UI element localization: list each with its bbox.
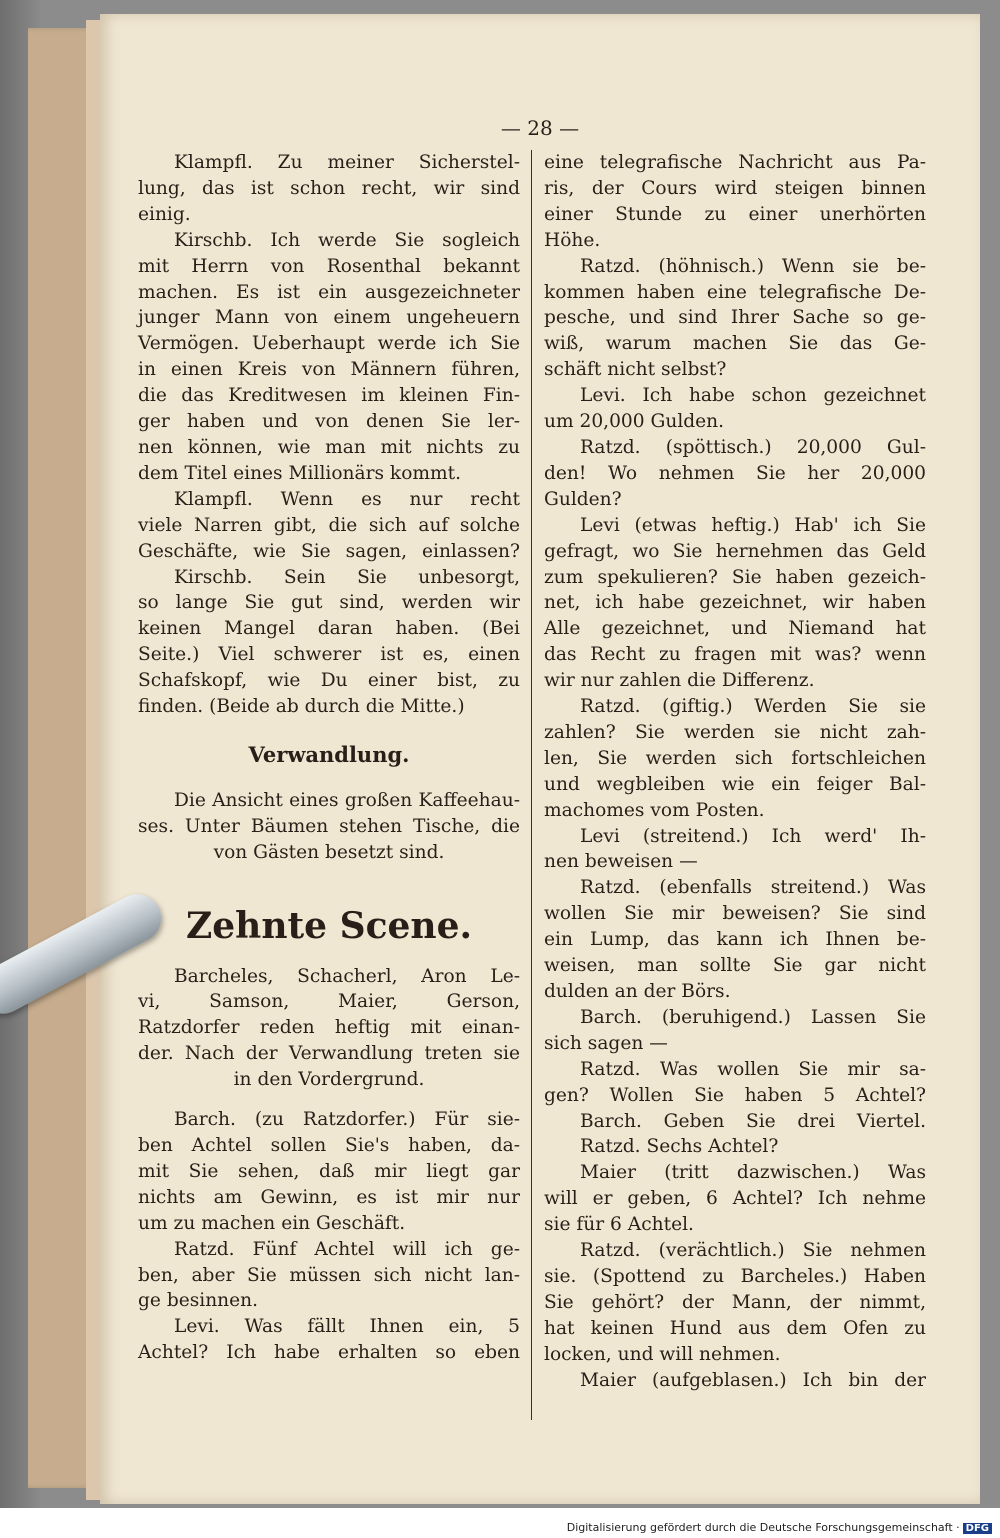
text-line: die das Kreditwesen im kleinen Fin- (138, 385, 520, 407)
text-line: zum spekulieren? Sie haben gezeich- (544, 566, 926, 588)
text-line: locken, und will nehmen. (544, 1343, 781, 1365)
text-line: Schafskopf, wie Du einer bist, zu (138, 670, 520, 692)
text-line: eine telegrafische Nachricht aus Pa- (544, 152, 926, 173)
text-line: Klampfl. Wenn es nur recht (174, 488, 520, 510)
text-line: ses. Unter Bäumen stehen Tische, die (138, 815, 520, 837)
footer-credit (567, 1521, 992, 1534)
page-number: — 28 — (500, 116, 580, 140)
footer-text: Digitalisierung gefördert durch die Deutsche Forschungsgemeinschaft · (566, 1521, 960, 1534)
text-line: und wegbleiben wie ein feiger Bal- (544, 773, 926, 795)
text-line: Ratzd. (giftig.) Werden Sie sie (580, 696, 926, 718)
text-line: in den Vordergrund. (233, 1069, 425, 1091)
text-line: sich sagen — (544, 1032, 668, 1054)
text-line: Levi (etwas heftig.) Hab' ich Sie (580, 514, 926, 536)
text-line: Levi. Was fällt Ihnen ein, 5 (174, 1316, 520, 1338)
text-line: das Recht zu fragen mit was? wenn (544, 644, 926, 666)
text-line: Gulden? (544, 488, 622, 510)
text-line: ris, der Cours wird steigen binnen (544, 177, 926, 199)
text-line: pesche, und sind Ihrer Sache so ge- (544, 307, 926, 329)
text-line: von Gästen besetzt sind. (213, 841, 445, 863)
text-line: der. Nach der Verwandlung treten sie (138, 1043, 520, 1065)
text-line: um zu machen ein Geschäft. (138, 1212, 406, 1234)
text-line: um 20,000 Gulden. (544, 411, 725, 433)
text-line: Kirschb. Ich werde Sie sogleich (174, 229, 520, 251)
text-line: wiß, warum machen Sie das Ge- (544, 333, 926, 355)
text-line: Ratzd. Fünf Achtel will ich ge- (174, 1238, 520, 1260)
text-line: Kirschb. Sein Sie unbesorgt, (174, 566, 520, 588)
text-line: Höhe. (544, 229, 601, 251)
text-line: Barch. (beruhigend.) Lassen Sie (580, 1006, 926, 1028)
text-line: gen? Wollen Sie haben 5 Achtel? (544, 1084, 926, 1106)
text-line: mit Herrn von Rosenthal bekannt (138, 255, 520, 277)
text-line: nen können, wie man mit nichts zu (138, 436, 520, 458)
text-line: Barch. Geben Sie drei Viertel. (580, 1110, 926, 1132)
left-column (138, 150, 520, 1366)
left-dialogue-top (138, 150, 520, 720)
text-line: net, ich habe gezeichnet, wir haben (544, 592, 926, 614)
text-line: Ratzd. Sechs Achtel? (580, 1136, 779, 1158)
text-line: machomes vom Posten. (544, 799, 765, 821)
text-line: Achtel? Ich habe erhalten so eben (138, 1342, 520, 1364)
text-line: viele Narren gibt, die sich auf solche (138, 514, 520, 536)
text-line: dulden an der Börs. (544, 981, 731, 1002)
text-line: schäft nicht selbst? (544, 359, 727, 381)
text-line: so lange Sie gut sind, werden wir (138, 592, 520, 614)
text-line: Ratzd. (höhnisch.) Wenn sie be- (580, 255, 926, 277)
text-line: Klampfl. Zu meiner Sicherstel- (174, 152, 520, 173)
text-line: Levi. Ich habe schon gezeichnet (580, 385, 926, 407)
text-line: nichts am Gewinn, es ist mir nur (138, 1186, 520, 1208)
stage-direction (138, 788, 520, 866)
text-line: Seite.) Viel schwerer ist es, einen (138, 644, 520, 666)
dfg-logo: DFG (963, 1523, 992, 1534)
text-line: len, Sie werden sich fortschleichen (544, 747, 926, 769)
text-line: ge besinnen. (138, 1290, 259, 1312)
transformation-heading: Verwandlung. (248, 741, 410, 767)
cast-list (138, 964, 520, 1094)
text-line: gefragt, wo Sie hernehmen das Geld (544, 540, 926, 562)
text-line: Ratzd. (spöttisch.) 20,000 Gul- (580, 436, 926, 458)
text-line: kommen haben eine telegrafische De- (544, 281, 926, 303)
text-line: den! Wo nehmen Sie her 20,000 (544, 462, 926, 484)
text-line: einig. (138, 203, 191, 225)
text-line: nen beweisen — (544, 851, 698, 873)
text-line: keinen Mangel daran haben. (Bei (138, 618, 520, 640)
text-line: in einen Kreis von Männern führen, (138, 359, 520, 381)
text-line: zahlen? Sie werden sie nicht zah- (544, 721, 926, 743)
text-line: ger haben und von denen Sie ler- (138, 411, 520, 433)
text-line: Sie gehört? der Mann, der nimmt, (544, 1291, 926, 1313)
text-line: ein Lump, das kann ich Ihnen be- (544, 929, 926, 951)
text-line: Maier (tritt dazwischen.) Was (580, 1162, 926, 1184)
text-line: finden. (Beide ab durch die Mitte.) (138, 696, 465, 718)
text-line: sie. (Spottend zu Barcheles.) Haben (544, 1265, 926, 1287)
text-line: sie für 6 Achtel. (544, 1214, 694, 1236)
text-line: junger Mann von einem ungeheuern (138, 307, 520, 329)
text-line: dem Titel eines Millionärs kommt. (138, 462, 462, 484)
text-line: ben Achtel sollen Sie's haben, da- (138, 1135, 520, 1156)
left-dialogue-bottom (138, 1107, 520, 1366)
text-line: ben, aber Sie müssen sich nicht lan- (138, 1264, 520, 1286)
text-line: Die Ansicht eines großen Kaffeehau- (174, 789, 520, 811)
text-line: machen. Es ist ein ausgezeichneter (138, 281, 520, 303)
text-line: lung, das ist schon recht, wir sind (138, 177, 520, 199)
text-line: Maier (aufgeblasen.) Ich bin der (580, 1369, 926, 1391)
text-line: will er geben, 6 Achtel? Ich nehme (544, 1188, 926, 1210)
text-line: Alle gezeichnet, und Niemand hat (544, 618, 926, 640)
text-line: wir nur zahlen die Differenz. (544, 670, 815, 692)
scene-title: Zehnte Scene. (185, 904, 473, 947)
text-line: Ratzd. (verächtlich.) Sie nehmen (580, 1240, 926, 1262)
text-line: Geschäfte, wie Sie sagen, einlassen? (138, 540, 520, 562)
text-line: mit Sie sehen, daß mir liegt gar (138, 1160, 520, 1182)
text-line: einer Stunde zu einer unerhörten (544, 203, 926, 225)
text-line: Ratzdorfer reden heftig mit einan- (138, 1017, 520, 1039)
text-line: wollen Sie mir beweisen? Sie sind (544, 903, 926, 925)
right-dialogue (544, 150, 926, 1394)
text-line: Ratzd. (ebenfalls streitend.) Was (580, 877, 926, 899)
column-divider (531, 150, 532, 1420)
text-line: weisen, man sollte Sie gar nicht (544, 955, 926, 977)
text-line: Levi (streitend.) Ich werd' Ih- (580, 825, 926, 847)
text-line: Vermögen. Ueberhaupt werde ich Sie (138, 333, 520, 355)
text-line: Barcheles, Schacherl, Aron Le- (174, 965, 520, 987)
right-column (544, 150, 926, 1394)
text-line: hat keinen Hund aus dem Ofen zu (544, 1317, 926, 1339)
text-line: vi, Samson, Maier, Gerson, (138, 991, 520, 1013)
text-line: Barch. (zu Ratzdorfer.) Für sie- (174, 1109, 520, 1131)
text-line: Ratzd. Was wollen Sie mir sa- (580, 1058, 926, 1080)
